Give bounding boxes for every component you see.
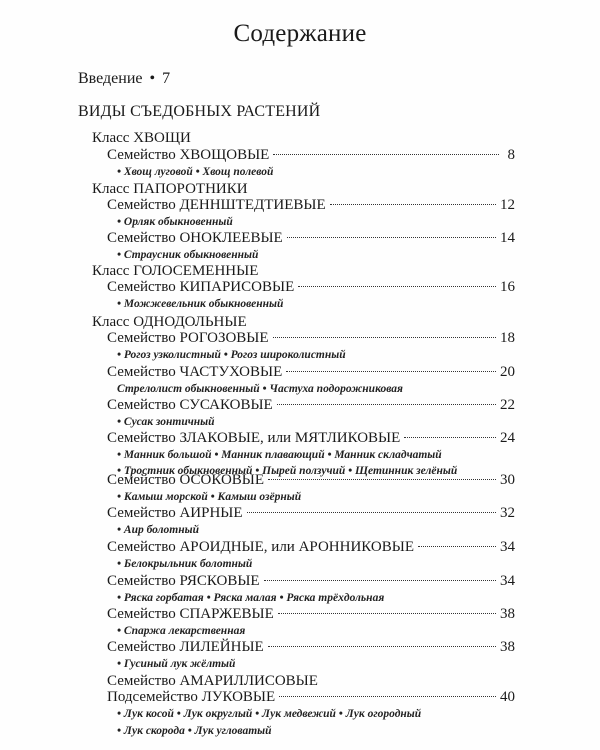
subfamily-name: Подсемейство ЛУКОВЫЕ (107, 689, 276, 705)
intro-page-number: 7 (162, 70, 171, 87)
species-list: • Лук косой • Лук округлый • Лук медвежий • Лук огородный (117, 708, 422, 720)
toc-family-entry[interactable] (107, 230, 515, 247)
dot-leader (418, 546, 496, 547)
species-list: • Гусиный лук жёлтый (117, 658, 236, 670)
family-name: Семейство ДЕННШТЕДТИЕВЫЕ (107, 197, 326, 213)
family-name: Семейство ЗЛАКОВЫЕ, или МЯТЛИКОВЫЕ (107, 430, 401, 446)
family-name: Семейство АИРНЫЕ (107, 505, 243, 521)
family-name: Семейство СУСАКОВЫЕ (107, 397, 273, 413)
toc-family-entry[interactable] (107, 397, 515, 414)
toc-family-entry[interactable] (107, 430, 515, 447)
page-number: 34 (500, 573, 515, 589)
toc-family-entry[interactable] (107, 539, 515, 556)
species-list: • Сусак зонтичный (117, 416, 215, 428)
family-name: Семейство РОГОЗОВЫЕ (107, 330, 269, 346)
toc-family-entry[interactable] (107, 472, 515, 489)
page-number: 34 (500, 539, 515, 555)
page-number: 18 (500, 330, 515, 346)
species-list: • Аир болотный (117, 524, 199, 536)
species-list: • Ряска горбатая • Ряска малая • Ряска трёхдольная (117, 592, 385, 604)
species-list: • Лук скорода • Лук угловатый (117, 725, 272, 737)
dot-leader (330, 204, 496, 205)
dot-leader (273, 154, 499, 155)
page-number: 24 (500, 430, 515, 446)
page-number: 38 (500, 639, 515, 655)
toc-family-entry[interactable] (107, 279, 515, 296)
toc-family-heading[interactable]: Семейство АМАРИЛЛИСОВЫЕ (107, 673, 318, 689)
species-list: • Хвощ луговой • Хвощ полевой (117, 166, 274, 178)
family-name: Семейство СПАРЖЕВЫЕ (107, 606, 274, 622)
dot-leader (247, 512, 496, 513)
dot-leader (268, 646, 496, 647)
class-heading-monocots: Класс ОДНОДОЛЬНЫЕ (92, 314, 247, 330)
species-list: • Страусник обыкновенный (117, 249, 259, 261)
dot-leader (273, 337, 496, 338)
toc-family-entry[interactable] (107, 573, 515, 590)
species-list: • Камыш морской • Камыш озёрный (117, 491, 302, 503)
page-number: 14 (500, 230, 515, 246)
toc-family-entry[interactable] (107, 606, 515, 623)
species-list: • Тростник обыкновенный • Пырей ползучий • Щетинник зелёный (117, 465, 458, 477)
dot-leader (287, 237, 496, 238)
page-number: 40 (500, 689, 515, 705)
toc-family-entry[interactable] (107, 639, 515, 656)
species-list: • Орляк обыкновенный (117, 216, 233, 228)
toc-family-entry[interactable] (107, 330, 515, 347)
dot-leader (286, 371, 496, 372)
species-list: Стрелолист обыкновенный • Частуха подорожниковая (117, 383, 403, 395)
toc-intro-entry[interactable] (78, 70, 170, 88)
family-name: Семейство КИПАРИСОВЫЕ (107, 279, 295, 295)
species-list: • Белокрыльник болотный (117, 558, 253, 570)
dot-leader (277, 404, 496, 405)
page-number: 22 (500, 397, 515, 413)
dot-leader (268, 479, 496, 480)
family-name: Семейство АРОИДНЫЕ, или АРОННИКОВЫЕ (107, 539, 414, 555)
page-number: 20 (500, 364, 515, 380)
dot-leader (279, 696, 496, 697)
dot-leader (298, 286, 496, 287)
bullet-separator: • (149, 70, 156, 87)
family-name: Семейство ЛИЛЕЙНЫЕ (107, 639, 264, 655)
species-list: • Можжевельник обыкновенный (117, 298, 284, 310)
dot-leader (278, 613, 496, 614)
toc-family-entry[interactable] (107, 505, 515, 522)
page-number: 16 (500, 279, 515, 295)
class-heading-horsetails: Класс ХВОЩИ (92, 130, 191, 146)
intro-label: Введение (78, 70, 143, 87)
species-list: • Рогоз узколистный • Рогоз широколистный (117, 349, 346, 361)
toc-family-entry[interactable] (107, 364, 515, 381)
dot-leader (404, 437, 496, 438)
species-list: • Спаржа лекарственная (117, 625, 246, 637)
species-list: • Манник большой • Манник плавающий • Манник складчатый (117, 449, 442, 461)
page-number: 32 (500, 505, 515, 521)
section-title: ВИДЫ СЪЕДОБНЫХ РАСТЕНИЙ (78, 103, 321, 120)
family-name: Семейство РЯСКОВЫЕ (107, 573, 260, 589)
family-name: Семейство ХВОЩОВЫЕ (107, 147, 270, 163)
toc-family-entry[interactable] (107, 197, 515, 214)
toc-subfamily-entry[interactable] (107, 689, 515, 706)
class-heading-gymnosperms: Класс ГОЛОСЕМЕННЫЕ (92, 263, 259, 279)
class-heading-ferns: Класс ПАПОРОТНИКИ (92, 181, 248, 197)
page-number: 30 (500, 472, 515, 488)
toc-family-entry[interactable] (107, 147, 515, 164)
page-number: 12 (500, 197, 515, 213)
family-name: Семейство ОНОКЛЕЕВЫЕ (107, 230, 283, 246)
page-title: Содержание (233, 20, 367, 47)
page-number: 8 (507, 147, 515, 163)
dot-leader (264, 580, 496, 581)
family-name: Семейство ЧАСТУХОВЫЕ (107, 364, 283, 380)
page-number: 38 (500, 606, 515, 622)
family-name: Семейство ОСОКОВЫЕ (107, 472, 265, 488)
